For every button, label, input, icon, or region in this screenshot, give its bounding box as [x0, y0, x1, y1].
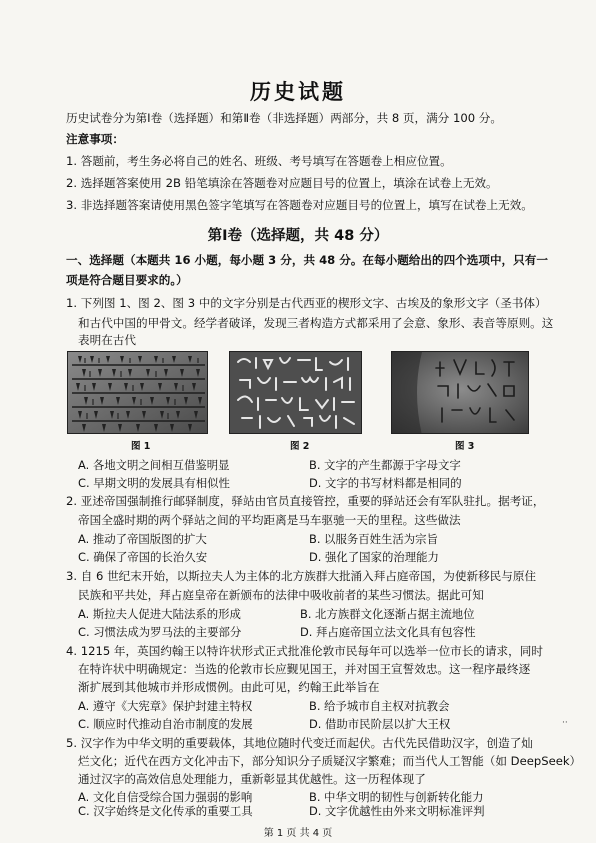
question-1-option-c: C. 早期文明的发展具有相似性: [78, 476, 230, 490]
question-4-option-b: B. 给予城市自主权对抗教会: [309, 699, 450, 713]
question-5-option-c: C. 汉字始终是文化传承的重要工具: [78, 804, 253, 818]
question-2-option-d: D. 强化了国家的治理能力: [309, 550, 439, 564]
question-4-stem: 4. 1215 年，英国约翰王以特许状形式正式批准伦敦市民每年可以选举一位市长的请求，同时: [66, 644, 543, 658]
question-5-stem: 通过汉字的高效信息处理能力，重新彰显其优越性。这一历程体现了: [78, 772, 426, 786]
question-1-stem: 表明在古代: [78, 333, 136, 347]
question-2-option-b: B. 以服务百姓生活为宗旨: [309, 532, 438, 546]
question-3-option-d: D. 拜占庭帝国立法文化具有包容性: [300, 625, 476, 639]
question-5-option-a: A. 文化自信受综合国力强弱的影响: [78, 790, 253, 804]
margin-mark: ··: [562, 718, 568, 728]
question-1-stem: 和古代中国的甲骨文。经学者破译，发现三者构造方式都采用了会意、象形、表音等原则。这: [78, 316, 554, 330]
figure-1-caption: 图 1: [131, 441, 151, 452]
question-4-stem: 渐扩展到其他城市并形成惯例。由此可见，约翰王此举旨在: [78, 680, 380, 694]
question-1-option-b: B. 文字的产生都源于字母文字: [309, 458, 461, 472]
page-title: 历史试题: [250, 80, 346, 104]
question-2-stem: 2. 亚述帝国强制推行邮驿制度，驿站由官员直接管控，重要的驿站还会有军队驻扎。据考证，: [66, 494, 545, 508]
question-2-option-a: A. 推动了帝国版图的扩大: [78, 532, 207, 546]
figure-3-oracle-bone-image: [391, 351, 529, 434]
note-item: 1. 答题前，考生务必将自己的姓名、班级、考号填写在答题卷上相应位置。: [66, 154, 452, 168]
question-3-stem: 民族和平共处，拜占庭皇帝在新颁布的法律中吸收前者的某些习惯法。据此可知: [78, 588, 484, 602]
section-instructions: 一、选择题（本题共 16 小题，每小题 3 分，共 48 分。在每小题给出的四个选项中，只有一: [66, 253, 548, 267]
question-5-stem: 5. 汉字作为中华文明的重要载体，其地位随时代变迁而起伏。古代先民借助汉字，创造了灿: [66, 736, 533, 750]
section-instructions: 项是符合题目要求的。）: [66, 273, 188, 287]
note-item: 3. 非选择题答案请使用黑色签字笔填写在答题卷对应题目号的位置上，填写在试卷上无效。: [66, 198, 533, 212]
question-3-stem: 3. 自 6 世纪末开始，以斯拉夫人为主体的北方族群大批涌入拜占庭帝国，为使新移民与原住: [66, 569, 537, 583]
question-3-option-a: A. 斯拉夫人促进大陆法系的形成: [78, 607, 241, 621]
note-item: 2. 选择题答案使用 2B 铅笔填涂在答题卷对应题目号的位置上，填涂在试卷上无效。: [66, 176, 498, 190]
question-1-stem: 1. 下列图 1、图 2、图 3 中的文字分别是古代西亚的楔形文字、古埃及的象形文字（圣书体）: [66, 296, 547, 310]
question-4-option-a: A. 遵守《大宪章》保护封建主特权: [78, 699, 253, 713]
question-5-stem: 烂文化；近代在西方文化冲击下，部分知识分子质疑汉字繁难；而当代人工智能（如 DeepSeek）: [78, 754, 582, 768]
question-2-option-c: C. 确保了帝国的长治久安: [78, 550, 208, 564]
figure-2-hieroglyph-image: [229, 351, 362, 434]
notes-heading: 注意事项：: [66, 132, 124, 146]
question-4-option-c: C. 顺应时代推动自治市制度的发展: [78, 717, 253, 731]
question-4-stem: 在特许状中明确规定：当选的伦敦市长应觐见国王，并对国王宣誓效忠。这一程序最终逐: [78, 662, 531, 676]
question-4-option-d: D. 借助市民阶层以扩大王权: [309, 717, 451, 731]
question-5-option-b: B. 中华文明的韧性与创新转化能力: [309, 790, 484, 804]
section-title: 第Ⅰ卷（选择题，共 48 分）: [207, 228, 389, 244]
question-1-option-d: D. 文字的书写材料都是相同的: [309, 476, 462, 490]
question-3-option-b: B. 北方族群文化逐渐占据主流地位: [300, 607, 475, 621]
figure-2-caption: 图 2: [290, 441, 310, 452]
figure-1-cuneiform-image: [67, 351, 208, 434]
figure-3-caption: 图 3: [455, 441, 475, 452]
question-2-stem: 帝国全盛时期的两个驿站之间的平均距离是马车驱驰一天的里程。这些做法: [78, 513, 461, 527]
question-1-option-a: A. 各地文明之间相互借鉴明显: [78, 458, 230, 472]
question-5-option-d: D. 文字优越性由外来文明标准评判: [309, 804, 485, 818]
exam-intro: 历史试卷分为第Ⅰ卷（选择题）和第Ⅱ卷（非选择题）两部分，共 8 页，满分 100 分。: [66, 111, 502, 125]
page-footer: 第 1 页 共 4 页: [263, 828, 333, 839]
question-3-option-c: C. 习惯法成为罗马法的主要部分: [78, 625, 242, 639]
